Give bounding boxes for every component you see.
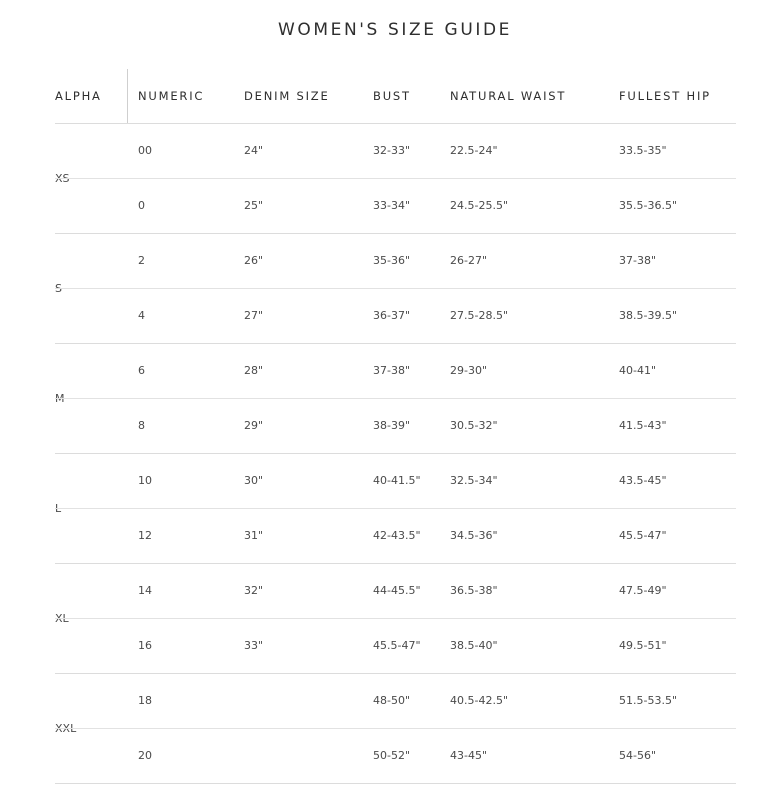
natural-waist-cell: 34.5-36" (450, 529, 498, 542)
fullest-hip-cell: 47.5-49" (619, 584, 667, 597)
bust-cell: 40-41.5" (373, 474, 421, 487)
table-row (55, 454, 736, 509)
natural-waist-cell: 43-45" (450, 749, 488, 762)
numeric-cell: 20 (138, 749, 152, 762)
header-denim-size: DENIM SIZE (244, 89, 330, 103)
numeric-cell: 4 (138, 309, 145, 322)
header-fullest-hip: FULLEST HIP (619, 89, 711, 103)
table-row (55, 564, 736, 619)
table-row (55, 234, 736, 289)
fullest-hip-cell: 37-38" (619, 254, 657, 267)
bust-cell: 50-52" (373, 749, 411, 762)
natural-waist-cell: 27.5-28.5" (450, 309, 509, 322)
bust-cell: 44-45.5" (373, 584, 421, 597)
numeric-cell: 18 (138, 694, 152, 707)
size-group (55, 454, 736, 564)
header-alpha: ALPHA (55, 89, 102, 103)
denim-size-cell: 30" (244, 474, 264, 487)
bust-cell: 33-34" (373, 199, 411, 212)
denim-size-cell: 27" (244, 309, 264, 322)
bust-cell: 42-43.5" (373, 529, 421, 542)
alpha-size-cell: L (55, 502, 62, 515)
table-row (55, 124, 736, 179)
bust-cell: 38-39" (373, 419, 411, 432)
alpha-size-cell: M (55, 392, 65, 405)
denim-size-cell: 32" (244, 584, 264, 597)
table-row (55, 509, 736, 564)
table-row (55, 674, 736, 729)
natural-waist-cell: 32.5-34" (450, 474, 498, 487)
denim-size-cell: 28" (244, 364, 264, 377)
fullest-hip-cell: 35.5-36.5" (619, 199, 678, 212)
numeric-cell: 14 (138, 584, 152, 597)
table-row (55, 729, 736, 784)
numeric-cell: 8 (138, 419, 145, 432)
size-group (55, 124, 736, 234)
fullest-hip-cell: 45.5-47" (619, 529, 667, 542)
size-group (55, 674, 736, 784)
numeric-cell: 6 (138, 364, 145, 377)
natural-waist-cell: 26-27" (450, 254, 488, 267)
fullest-hip-cell: 51.5-53.5" (619, 694, 678, 707)
denim-size-cell: 26" (244, 254, 264, 267)
fullest-hip-cell: 33.5-35" (619, 144, 667, 157)
bust-cell: 48-50" (373, 694, 411, 707)
natural-waist-cell: 24.5-25.5" (450, 199, 509, 212)
natural-waist-cell: 40.5-42.5" (450, 694, 509, 707)
table-row (55, 619, 736, 674)
denim-size-cell: 29" (244, 419, 264, 432)
fullest-hip-cell: 38.5-39.5" (619, 309, 678, 322)
bust-cell: 35-36" (373, 254, 411, 267)
header-natural-waist: NATURAL WAIST (450, 89, 567, 103)
numeric-cell: 12 (138, 529, 152, 542)
numeric-cell: 0 (138, 199, 145, 212)
header-divider (127, 69, 128, 123)
fullest-hip-cell: 41.5-43" (619, 419, 667, 432)
bust-cell: 37-38" (373, 364, 411, 377)
size-group (55, 234, 736, 344)
table-row (55, 289, 736, 344)
numeric-cell: 00 (138, 144, 152, 157)
bust-cell: 36-37" (373, 309, 411, 322)
natural-waist-cell: 38.5-40" (450, 639, 498, 652)
page-title: WOMEN'S SIZE GUIDE (277, 20, 513, 40)
table-header (55, 69, 736, 124)
denim-size-cell: 25" (244, 199, 264, 212)
alpha-size-cell: XS (55, 172, 70, 185)
table-row (55, 179, 736, 234)
size-group (55, 564, 736, 674)
natural-waist-cell: 29-30" (450, 364, 488, 377)
natural-waist-cell: 36.5-38" (450, 584, 498, 597)
size-group (55, 344, 736, 454)
denim-size-cell: 24" (244, 144, 264, 157)
bust-cell: 45.5-47" (373, 639, 421, 652)
header-numeric: NUMERIC (138, 89, 205, 103)
table-row (55, 344, 736, 399)
alpha-size-cell: XXL (55, 722, 77, 735)
bust-cell: 32-33" (373, 144, 411, 157)
numeric-cell: 2 (138, 254, 145, 267)
natural-waist-cell: 30.5-32" (450, 419, 498, 432)
fullest-hip-cell: 54-56" (619, 749, 657, 762)
denim-size-cell: 31" (244, 529, 264, 542)
table-row (55, 399, 736, 454)
fullest-hip-cell: 49.5-51" (619, 639, 667, 652)
denim-size-cell: 33" (244, 639, 264, 652)
alpha-size-cell: XL (55, 612, 69, 625)
fullest-hip-cell: 40-41" (619, 364, 657, 377)
numeric-cell: 10 (138, 474, 152, 487)
fullest-hip-cell: 43.5-45" (619, 474, 667, 487)
alpha-size-cell: S (55, 282, 62, 295)
numeric-cell: 16 (138, 639, 152, 652)
natural-waist-cell: 22.5-24" (450, 144, 498, 157)
header-bust: BUST (373, 89, 411, 103)
